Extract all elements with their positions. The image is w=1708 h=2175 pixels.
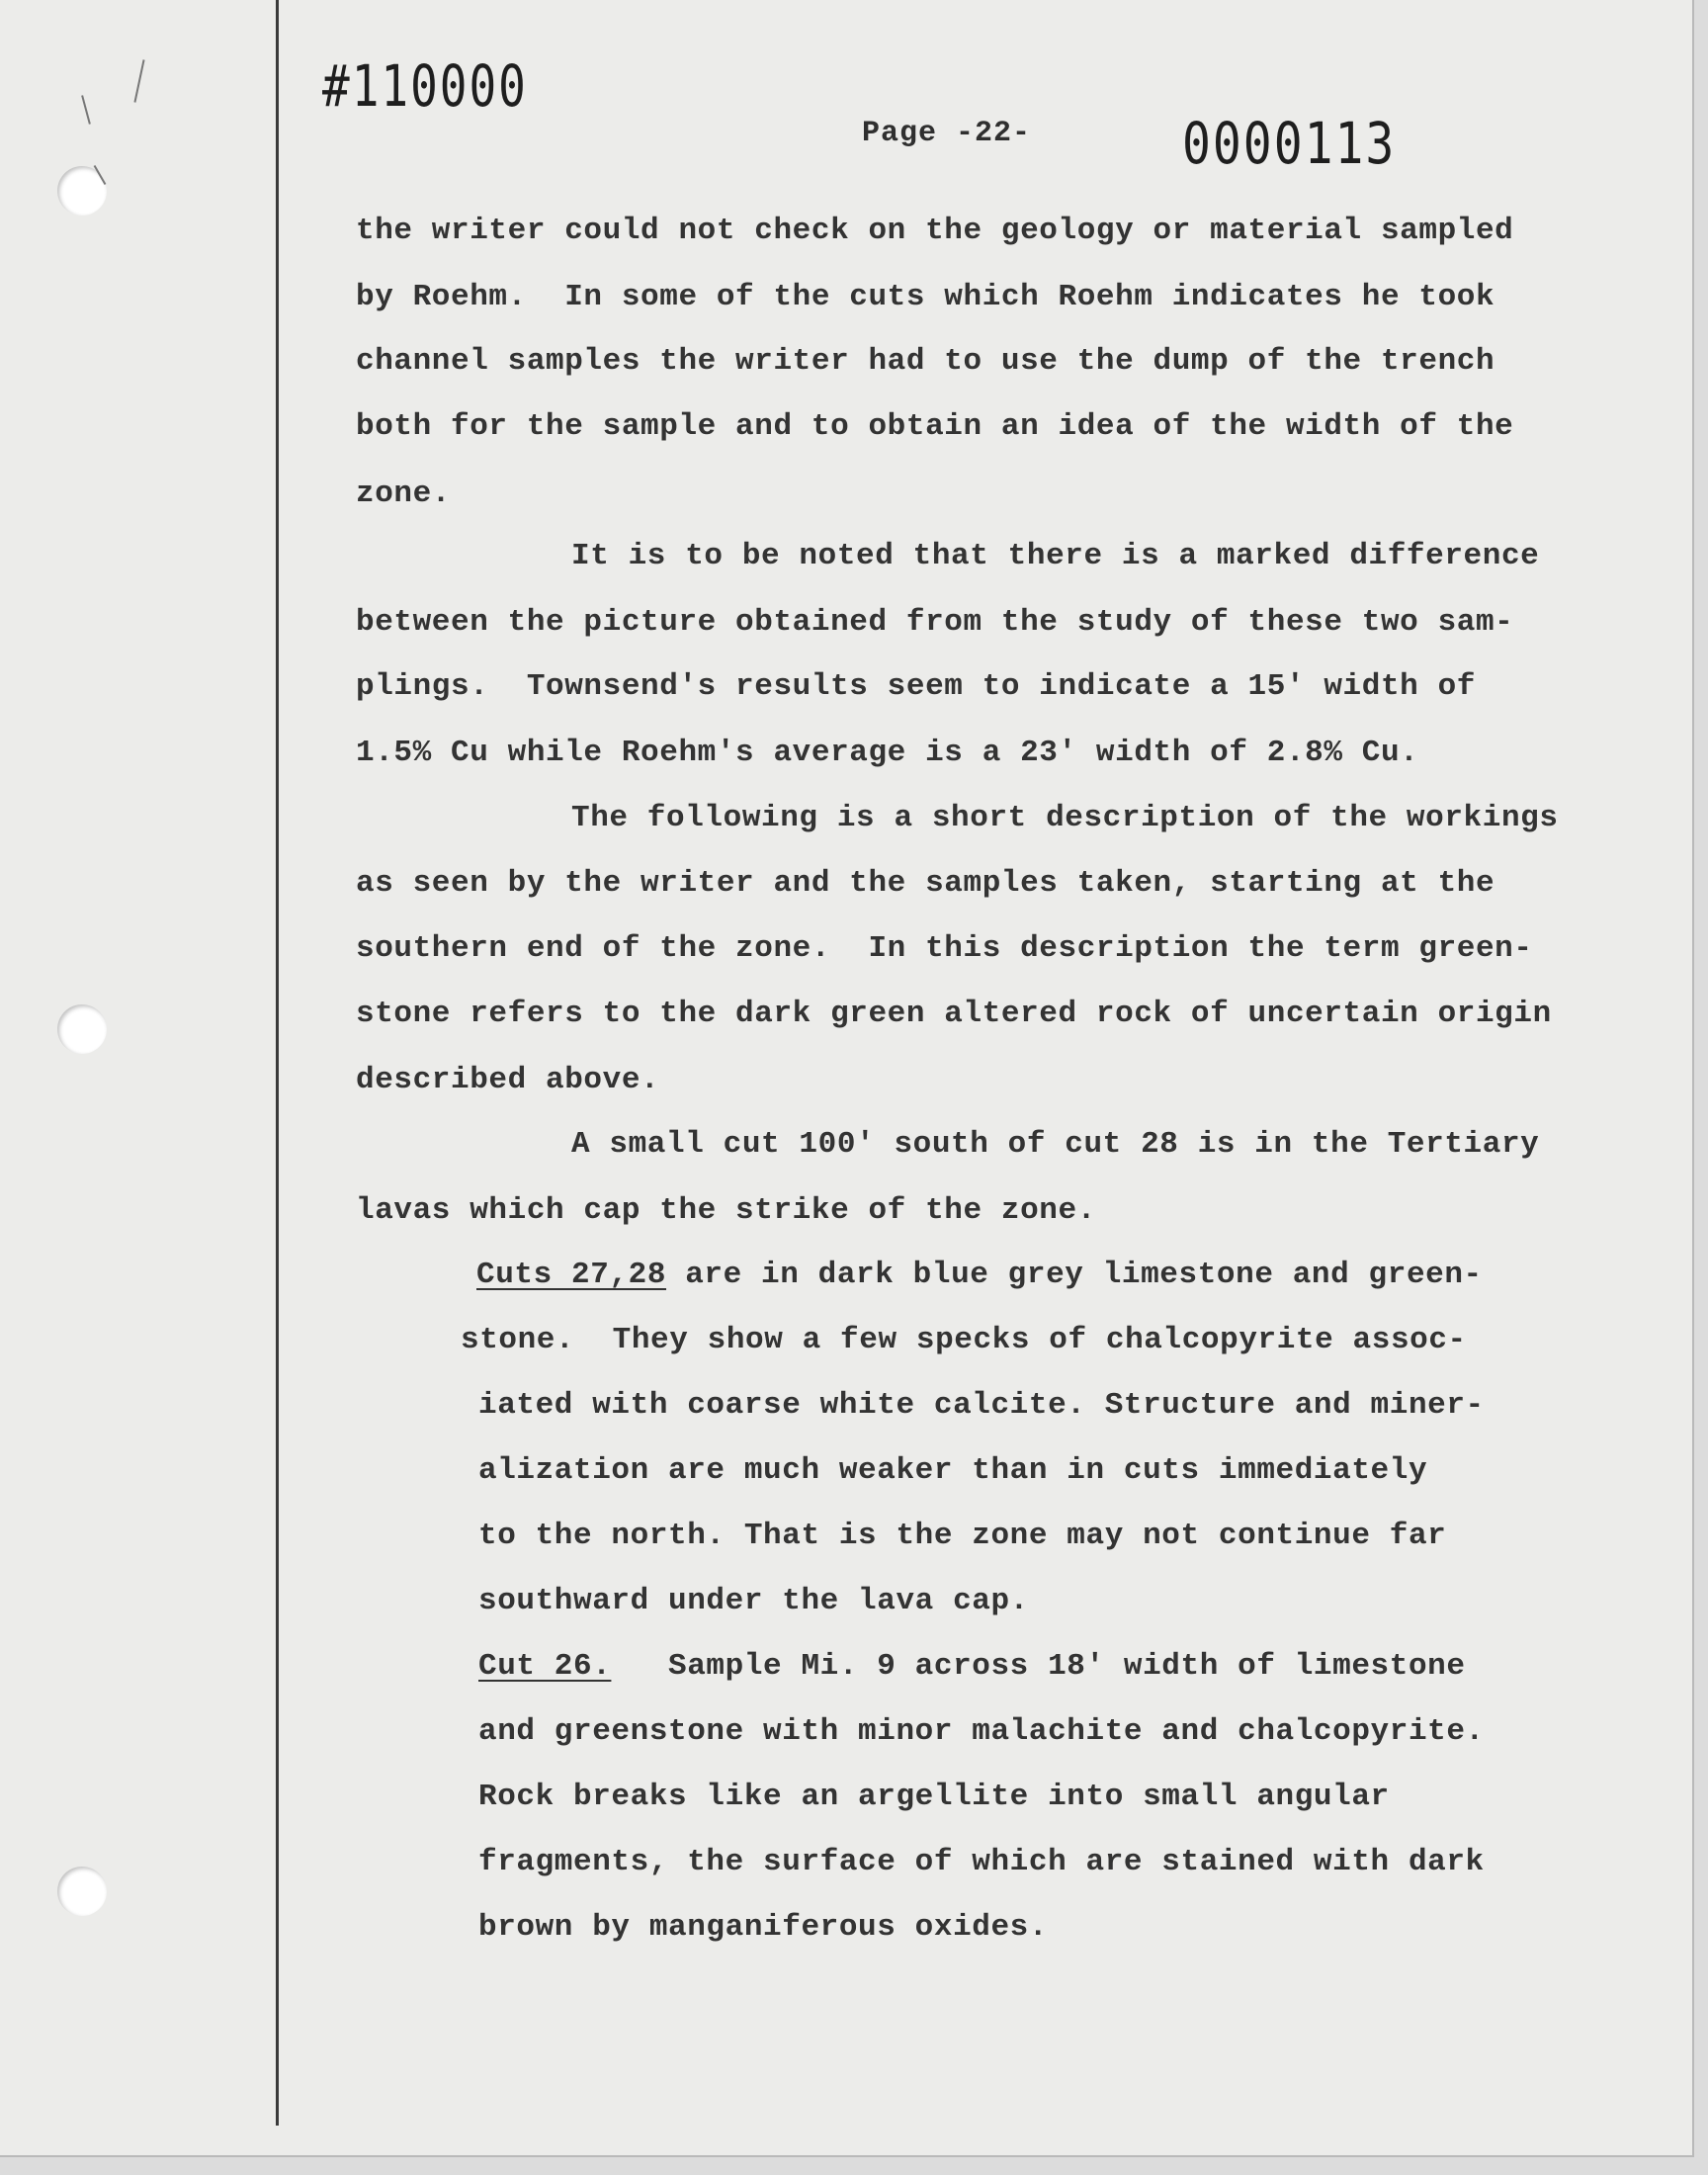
margin-rule xyxy=(276,0,279,2126)
text-line: stone refers to the dark green altered rock of uncertain origin xyxy=(356,997,1552,1031)
text-line: both for the sample and to obtain an idea of the width of the xyxy=(356,409,1514,444)
text-line: A small cut 100' south of cut 28 is in the Tertiary xyxy=(571,1127,1540,1162)
text-line: brown by manganiferous oxides. xyxy=(478,1910,1049,1945)
text-line: Cut 26. Sample Mi. 9 across 18' width of limestone xyxy=(478,1649,1466,1684)
text-line: Rock breaks like an argellite into small angular xyxy=(478,1780,1390,1814)
section-heading-cuts-27-28: Cuts 27,28 xyxy=(476,1258,667,1292)
text-line: as seen by the writer and the samples taken, starting at the xyxy=(356,866,1495,901)
text-line: zone. xyxy=(356,477,452,511)
punch-hole-middle xyxy=(57,1004,107,1054)
text-line: The following is a short description of the workings xyxy=(571,801,1559,835)
text-line: to the north. That is the zone may not continue far xyxy=(478,1519,1447,1553)
text-line: channel samples the writer had to use the dump of the trench xyxy=(356,344,1495,379)
page-number-stamp: 0000113 xyxy=(1182,111,1397,178)
text-line: It is to be noted that there is a marked difference xyxy=(571,539,1540,573)
text-line: southern end of the zone. In this description the term green- xyxy=(356,931,1533,966)
text-line: stone. They show a few specks of chalcopyrite assoc- xyxy=(461,1323,1467,1357)
text-line: iated with coarse white calcite. Structure and miner- xyxy=(478,1388,1485,1423)
text-line: alization are much weaker than in cuts immediately xyxy=(478,1453,1428,1488)
punch-hole-bottom xyxy=(57,1867,107,1916)
text-line: plings. Townsend's results seem to indicate a 15' width of xyxy=(356,669,1476,704)
page-label: Page -22- xyxy=(862,117,1032,150)
text-line: by Roehm. In some of the cuts which Roehm indicates he took xyxy=(356,280,1495,314)
text-line: lavas which cap the strike of the zone. xyxy=(356,1193,1096,1228)
document-id-stamp: #110000 xyxy=(322,52,528,120)
section-heading-cut-26: Cut 26. xyxy=(478,1649,612,1684)
margin-mark xyxy=(81,95,91,124)
text-line: and greenstone with minor malachite and chalcopyrite. xyxy=(478,1714,1485,1749)
margin-mark xyxy=(133,59,144,102)
text-line: described above. xyxy=(356,1063,660,1097)
text-line: between the picture obtained from the study of these two sam- xyxy=(356,605,1514,640)
text-line: southward under the lava cap. xyxy=(478,1584,1029,1618)
text-line: 1.5% Cu while Roehm's average is a 23' width of 2.8% Cu. xyxy=(356,736,1419,770)
text-line: fragments, the surface of which are stained with dark xyxy=(478,1845,1485,1879)
text-line: the writer could not check on the geology or material sampled xyxy=(356,214,1514,248)
text-line: Cuts 27,28 are in dark blue grey limestone and green- xyxy=(476,1258,1483,1292)
